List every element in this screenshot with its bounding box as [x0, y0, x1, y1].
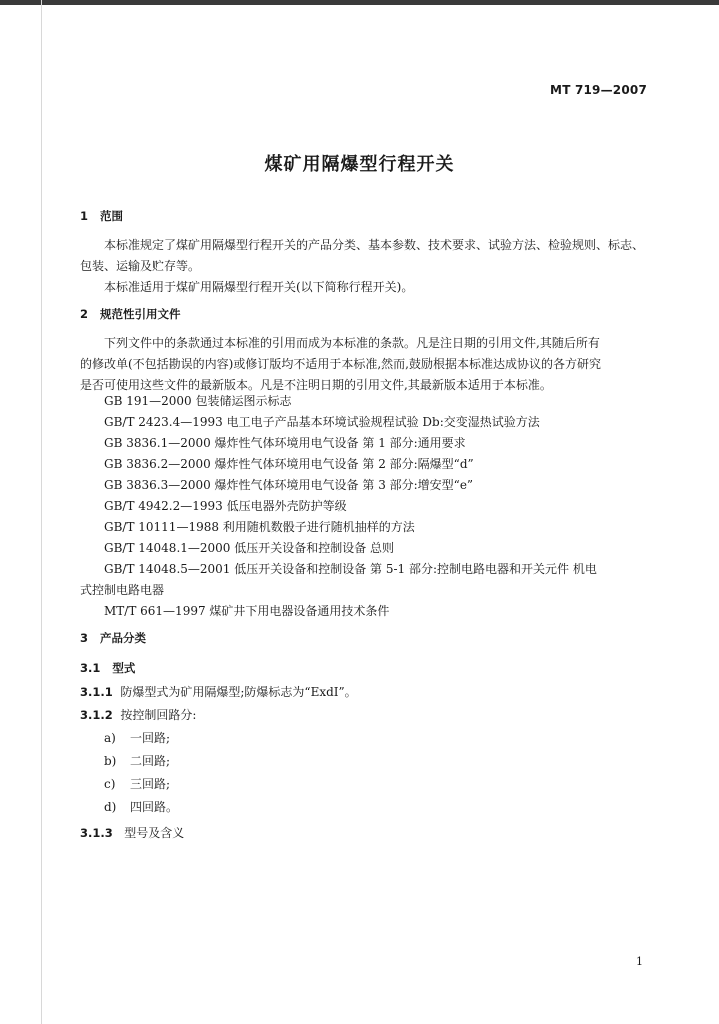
- reference-item: GB/T 10111—1988 利用随机数骰子进行随机抽样的方法: [104, 520, 415, 534]
- section-title: 产品分类: [100, 631, 147, 645]
- section-number: 1: [80, 209, 89, 223]
- section-2-heading: [80, 306, 181, 322]
- clause-number: 3.1.3: [80, 826, 113, 840]
- list-item: [104, 753, 170, 769]
- list-item-text: 一回路;: [130, 731, 171, 745]
- list-item-text: 三回路;: [130, 777, 171, 791]
- clause-text: 型号及含义: [124, 826, 185, 840]
- clause-text: 防爆型式为矿用隔爆型;防爆标志为“ExdⅠ”。: [120, 685, 357, 699]
- reference-item-continued: 式控制电路电器: [80, 583, 165, 597]
- reference-item: GB/T 4942.2—1993 低压电器外壳防护等级: [104, 499, 347, 513]
- paragraph-line: 的修改单(不包括勘误的内容)或修订版均不适用于本标准,然而,鼓励根据本标准达成协议的各方研究: [80, 357, 601, 371]
- section-number: 3.1: [80, 661, 101, 675]
- list-item-label: c): [104, 777, 116, 791]
- reference-item: GB/T 14048.5—2001 低压开关设备和控制设备 第 5-1 部分:控制电路电器和开关元件 机电: [104, 562, 597, 576]
- list-item-label: a): [104, 731, 116, 745]
- list-item: [104, 776, 170, 792]
- reference-item: GB 3836.3—2000 爆炸性气体环境用电气设备 第 3 部分:增安型“e”: [104, 478, 474, 492]
- clause-number: 3.1.1: [80, 685, 113, 699]
- section-3-1-heading: [80, 660, 135, 676]
- section-title: 规范性引用文件: [100, 307, 181, 321]
- list-item-text: 二回路;: [130, 754, 171, 768]
- reference-item: GB/T 2423.4—1993 电工电子产品基本环境试验规程试验 Db:交变湿热试验方法: [104, 415, 540, 429]
- paragraph-line: 本标准规定了煤矿用隔爆型行程开关的产品分类、基本参数、技术要求、试验方法、检验规则、标志、: [104, 238, 645, 252]
- paragraph-line: 包装、运输及贮存等。: [80, 259, 201, 273]
- section-number: 3: [80, 631, 89, 645]
- reference-item: GB 3836.2—2000 爆炸性气体环境用电气设备 第 2 部分:隔爆型“d”: [104, 457, 474, 471]
- clause-3-1-3: [80, 825, 184, 841]
- list-item: [104, 799, 178, 815]
- list-item-label: d): [104, 800, 117, 814]
- reference-item: GB/T 14048.1—2000 低压开关设备和控制设备 总则: [104, 541, 395, 555]
- reference-item: GB 191—2000 包装储运图示标志: [104, 394, 292, 408]
- clause-number: 3.1.2: [80, 708, 113, 722]
- section-title: 型式: [112, 661, 136, 675]
- paragraph-line: 下列文件中的条款通过本标准的引用而成为本标准的条款。凡是注日期的引用文件,其随后所有: [104, 336, 600, 350]
- section-title: 范围: [100, 209, 124, 223]
- paragraph-line: 是否可使用这些文件的最新版本。凡是不注明日期的引用文件,其最新版本适用于本标准。: [80, 378, 552, 392]
- list-item-text: 四回路。: [130, 800, 179, 814]
- page-number: 1: [636, 955, 643, 968]
- reference-item: GB 3836.1—2000 爆炸性气体环境用电气设备 第 1 部分:通用要求: [104, 436, 466, 450]
- section-number: 2: [80, 307, 89, 321]
- clause-3-1-1: [80, 684, 357, 700]
- paragraph-line: 本标准适用于煤矿用隔爆型行程开关(以下简称行程开关)。: [104, 280, 414, 294]
- section-3-heading: [80, 630, 146, 646]
- clause-3-1-2: [80, 707, 196, 723]
- clause-text: 按控制回路分:: [120, 708, 197, 722]
- section-1-heading: [80, 208, 123, 224]
- scan-top-edge: [0, 0, 719, 5]
- standard-code: MT 719—2007: [550, 83, 647, 97]
- reference-item: MT/T 661—1997 煤矿井下用电器设备通用技术条件: [104, 604, 390, 618]
- list-item: [104, 730, 170, 746]
- document-title: 煤矿用隔爆型行程开关: [264, 154, 455, 175]
- list-item-label: b): [104, 754, 117, 768]
